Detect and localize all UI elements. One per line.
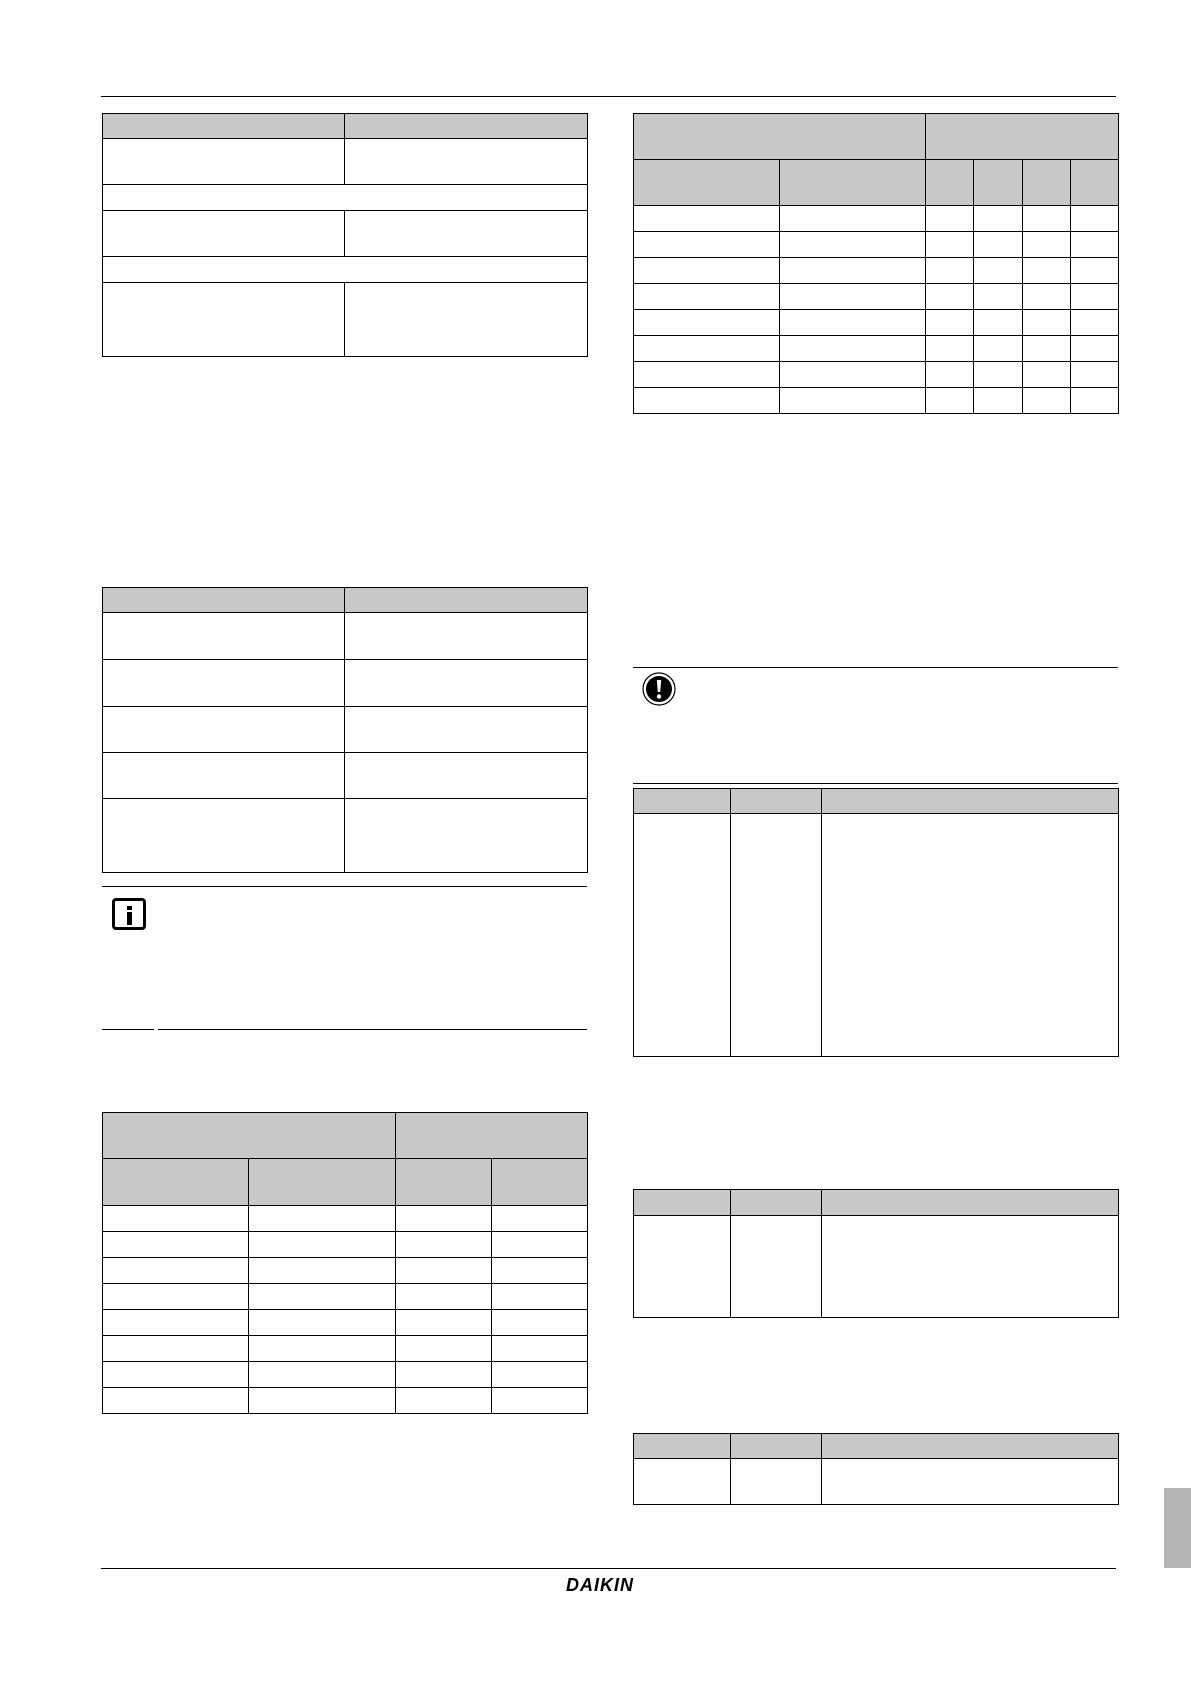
- table-cell: [1071, 336, 1119, 362]
- table-cell: [634, 258, 780, 284]
- info-note-top-rule: [102, 886, 587, 887]
- table-header-cell: [926, 160, 974, 206]
- table-cell: [103, 753, 345, 799]
- table-cell: [249, 1388, 396, 1414]
- table-header-cell: [731, 1190, 822, 1216]
- table-cell: [396, 1232, 492, 1258]
- header-rule: [101, 96, 1116, 97]
- table-cell: [1071, 310, 1119, 336]
- table-cell: [926, 362, 974, 388]
- table-cell: [345, 283, 588, 357]
- table-cell: [249, 1284, 396, 1310]
- exclamation-icon: [642, 672, 676, 706]
- table-section-row: [103, 257, 588, 283]
- table-header-cell: [396, 1159, 492, 1206]
- table-l3: [102, 1112, 588, 1414]
- table-r3: [633, 1189, 1119, 1318]
- table-cell: [492, 1206, 588, 1232]
- table-cell: [492, 1284, 588, 1310]
- table-l2: [102, 587, 588, 873]
- table-cell: [926, 232, 974, 258]
- table-cell: [249, 1232, 396, 1258]
- table-cell: [345, 707, 588, 753]
- table-cell: [1023, 388, 1071, 414]
- table-cell: [634, 284, 780, 310]
- table-cell: [1023, 362, 1071, 388]
- table-cell: [1023, 310, 1071, 336]
- table-cell: [926, 284, 974, 310]
- table-r1: [633, 113, 1119, 414]
- table-cell: [634, 362, 780, 388]
- table-cell: [634, 232, 780, 258]
- table-cell: [345, 799, 588, 873]
- table-cell: [492, 1336, 588, 1362]
- table-cell: [1071, 258, 1119, 284]
- table-cell: [103, 1284, 249, 1310]
- table-cell: [1071, 362, 1119, 388]
- table-cell: [634, 1216, 731, 1318]
- table-header-cell: [345, 588, 588, 613]
- table-cell: [822, 1459, 1119, 1505]
- table-cell: [396, 1388, 492, 1414]
- table-cell: [103, 1388, 249, 1414]
- table-header-cell: [103, 588, 345, 613]
- table-cell: [396, 1284, 492, 1310]
- table-cell: [103, 1258, 249, 1284]
- info-note-bottom-rule-short: [102, 1029, 154, 1030]
- table-cell: [634, 206, 780, 232]
- table-header-cell: [249, 1159, 396, 1206]
- table-cell: [974, 362, 1023, 388]
- table-cell: [822, 1216, 1119, 1318]
- table-cell: [396, 1336, 492, 1362]
- table-header-cell: [103, 1159, 249, 1206]
- table-header-cell: [1023, 160, 1071, 206]
- table-header-cell: [1071, 160, 1119, 206]
- table-header-cell: [780, 160, 926, 206]
- table-cell: [103, 799, 345, 873]
- table-cell: [974, 232, 1023, 258]
- table-cell: [780, 362, 926, 388]
- table-header-cell: [634, 789, 731, 814]
- table-cell: [1023, 206, 1071, 232]
- table-cell: [492, 1232, 588, 1258]
- table-cell: [926, 388, 974, 414]
- table-cell: [634, 1459, 731, 1505]
- caution-note-top-rule: [633, 667, 1118, 668]
- table-header-cell: [634, 1190, 731, 1216]
- table-cell: [1071, 206, 1119, 232]
- table-cell: [780, 284, 926, 310]
- table-header-cell: [634, 160, 780, 206]
- table-section-row: [103, 185, 588, 211]
- table-cell: [974, 388, 1023, 414]
- table-cell: [974, 284, 1023, 310]
- table-cell: [634, 814, 731, 1057]
- table-cell: [249, 1362, 396, 1388]
- table-header-cell: [926, 114, 1119, 160]
- table-header-cell: [345, 114, 588, 139]
- table-cell: [492, 1310, 588, 1336]
- table-cell: [926, 336, 974, 362]
- table-cell: [103, 1336, 249, 1362]
- table-cell: [731, 1216, 822, 1318]
- table-cell: [396, 1258, 492, 1284]
- table-cell: [634, 310, 780, 336]
- table-header-cell: [731, 1434, 822, 1459]
- caution-note-bottom-rule: [633, 783, 1118, 784]
- table-header-cell: [396, 1113, 588, 1159]
- table-cell: [103, 707, 345, 753]
- table-l1: [102, 113, 588, 357]
- table-cell: [103, 1206, 249, 1232]
- daikin-logo: DAIKIN: [566, 1575, 634, 1595]
- table-cell: [731, 1459, 822, 1505]
- table-cell: [822, 814, 1119, 1057]
- table-cell: [780, 388, 926, 414]
- table-r4: [633, 1433, 1119, 1505]
- table-cell: [396, 1206, 492, 1232]
- table-cell: [1071, 388, 1119, 414]
- table-header-cell: [822, 789, 1119, 814]
- table-header-cell: [492, 1159, 588, 1206]
- table-cell: [249, 1336, 396, 1362]
- table-cell: [1023, 258, 1071, 284]
- table-cell: [926, 258, 974, 284]
- table-cell: [345, 211, 588, 257]
- table-cell: [780, 310, 926, 336]
- table-cell: [926, 310, 974, 336]
- table-cell: [780, 232, 926, 258]
- table-header-cell: [974, 160, 1023, 206]
- table-cell: [634, 336, 780, 362]
- table-cell: [974, 336, 1023, 362]
- table-cell: [974, 258, 1023, 284]
- table-header-cell: [822, 1190, 1119, 1216]
- info-icon: [112, 898, 146, 930]
- table-cell: [103, 1232, 249, 1258]
- table-cell: [103, 1310, 249, 1336]
- table-cell: [396, 1310, 492, 1336]
- table-header-cell: [103, 114, 345, 139]
- table-cell: [396, 1362, 492, 1388]
- table-cell: [103, 613, 345, 660]
- table-header-cell: [634, 114, 926, 160]
- table-header-cell: [634, 1434, 731, 1459]
- table-cell: [1071, 284, 1119, 310]
- table-cell: [345, 753, 588, 799]
- table-cell: [345, 613, 588, 660]
- table-cell: [103, 1362, 249, 1388]
- table-cell: [1023, 232, 1071, 258]
- table-cell: [103, 660, 345, 707]
- table-cell: [492, 1388, 588, 1414]
- chapter-side-tab: [1164, 1488, 1191, 1568]
- table-cell: [1023, 336, 1071, 362]
- table-cell: [249, 1258, 396, 1284]
- table-cell: [492, 1362, 588, 1388]
- table-cell: [345, 660, 588, 707]
- table-cell: [103, 211, 345, 257]
- footer-rule: [101, 1568, 1116, 1569]
- table-cell: [249, 1310, 396, 1336]
- table-r2: [633, 788, 1119, 1057]
- table-cell: [103, 139, 345, 185]
- table-cell: [634, 388, 780, 414]
- table-cell: [780, 336, 926, 362]
- table-cell: [974, 310, 1023, 336]
- table-header-cell: [731, 789, 822, 814]
- table-header-cell: [103, 1113, 396, 1159]
- table-cell: [249, 1206, 396, 1232]
- table-cell: [731, 814, 822, 1057]
- table-cell: [345, 139, 588, 185]
- table-cell: [103, 283, 345, 357]
- table-cell: [492, 1258, 588, 1284]
- table-header-cell: [822, 1434, 1119, 1459]
- table-cell: [974, 206, 1023, 232]
- info-note-bottom-rule: [158, 1029, 587, 1030]
- table-cell: [1023, 284, 1071, 310]
- table-cell: [1071, 232, 1119, 258]
- table-cell: [926, 206, 974, 232]
- table-cell: [780, 258, 926, 284]
- table-cell: [780, 206, 926, 232]
